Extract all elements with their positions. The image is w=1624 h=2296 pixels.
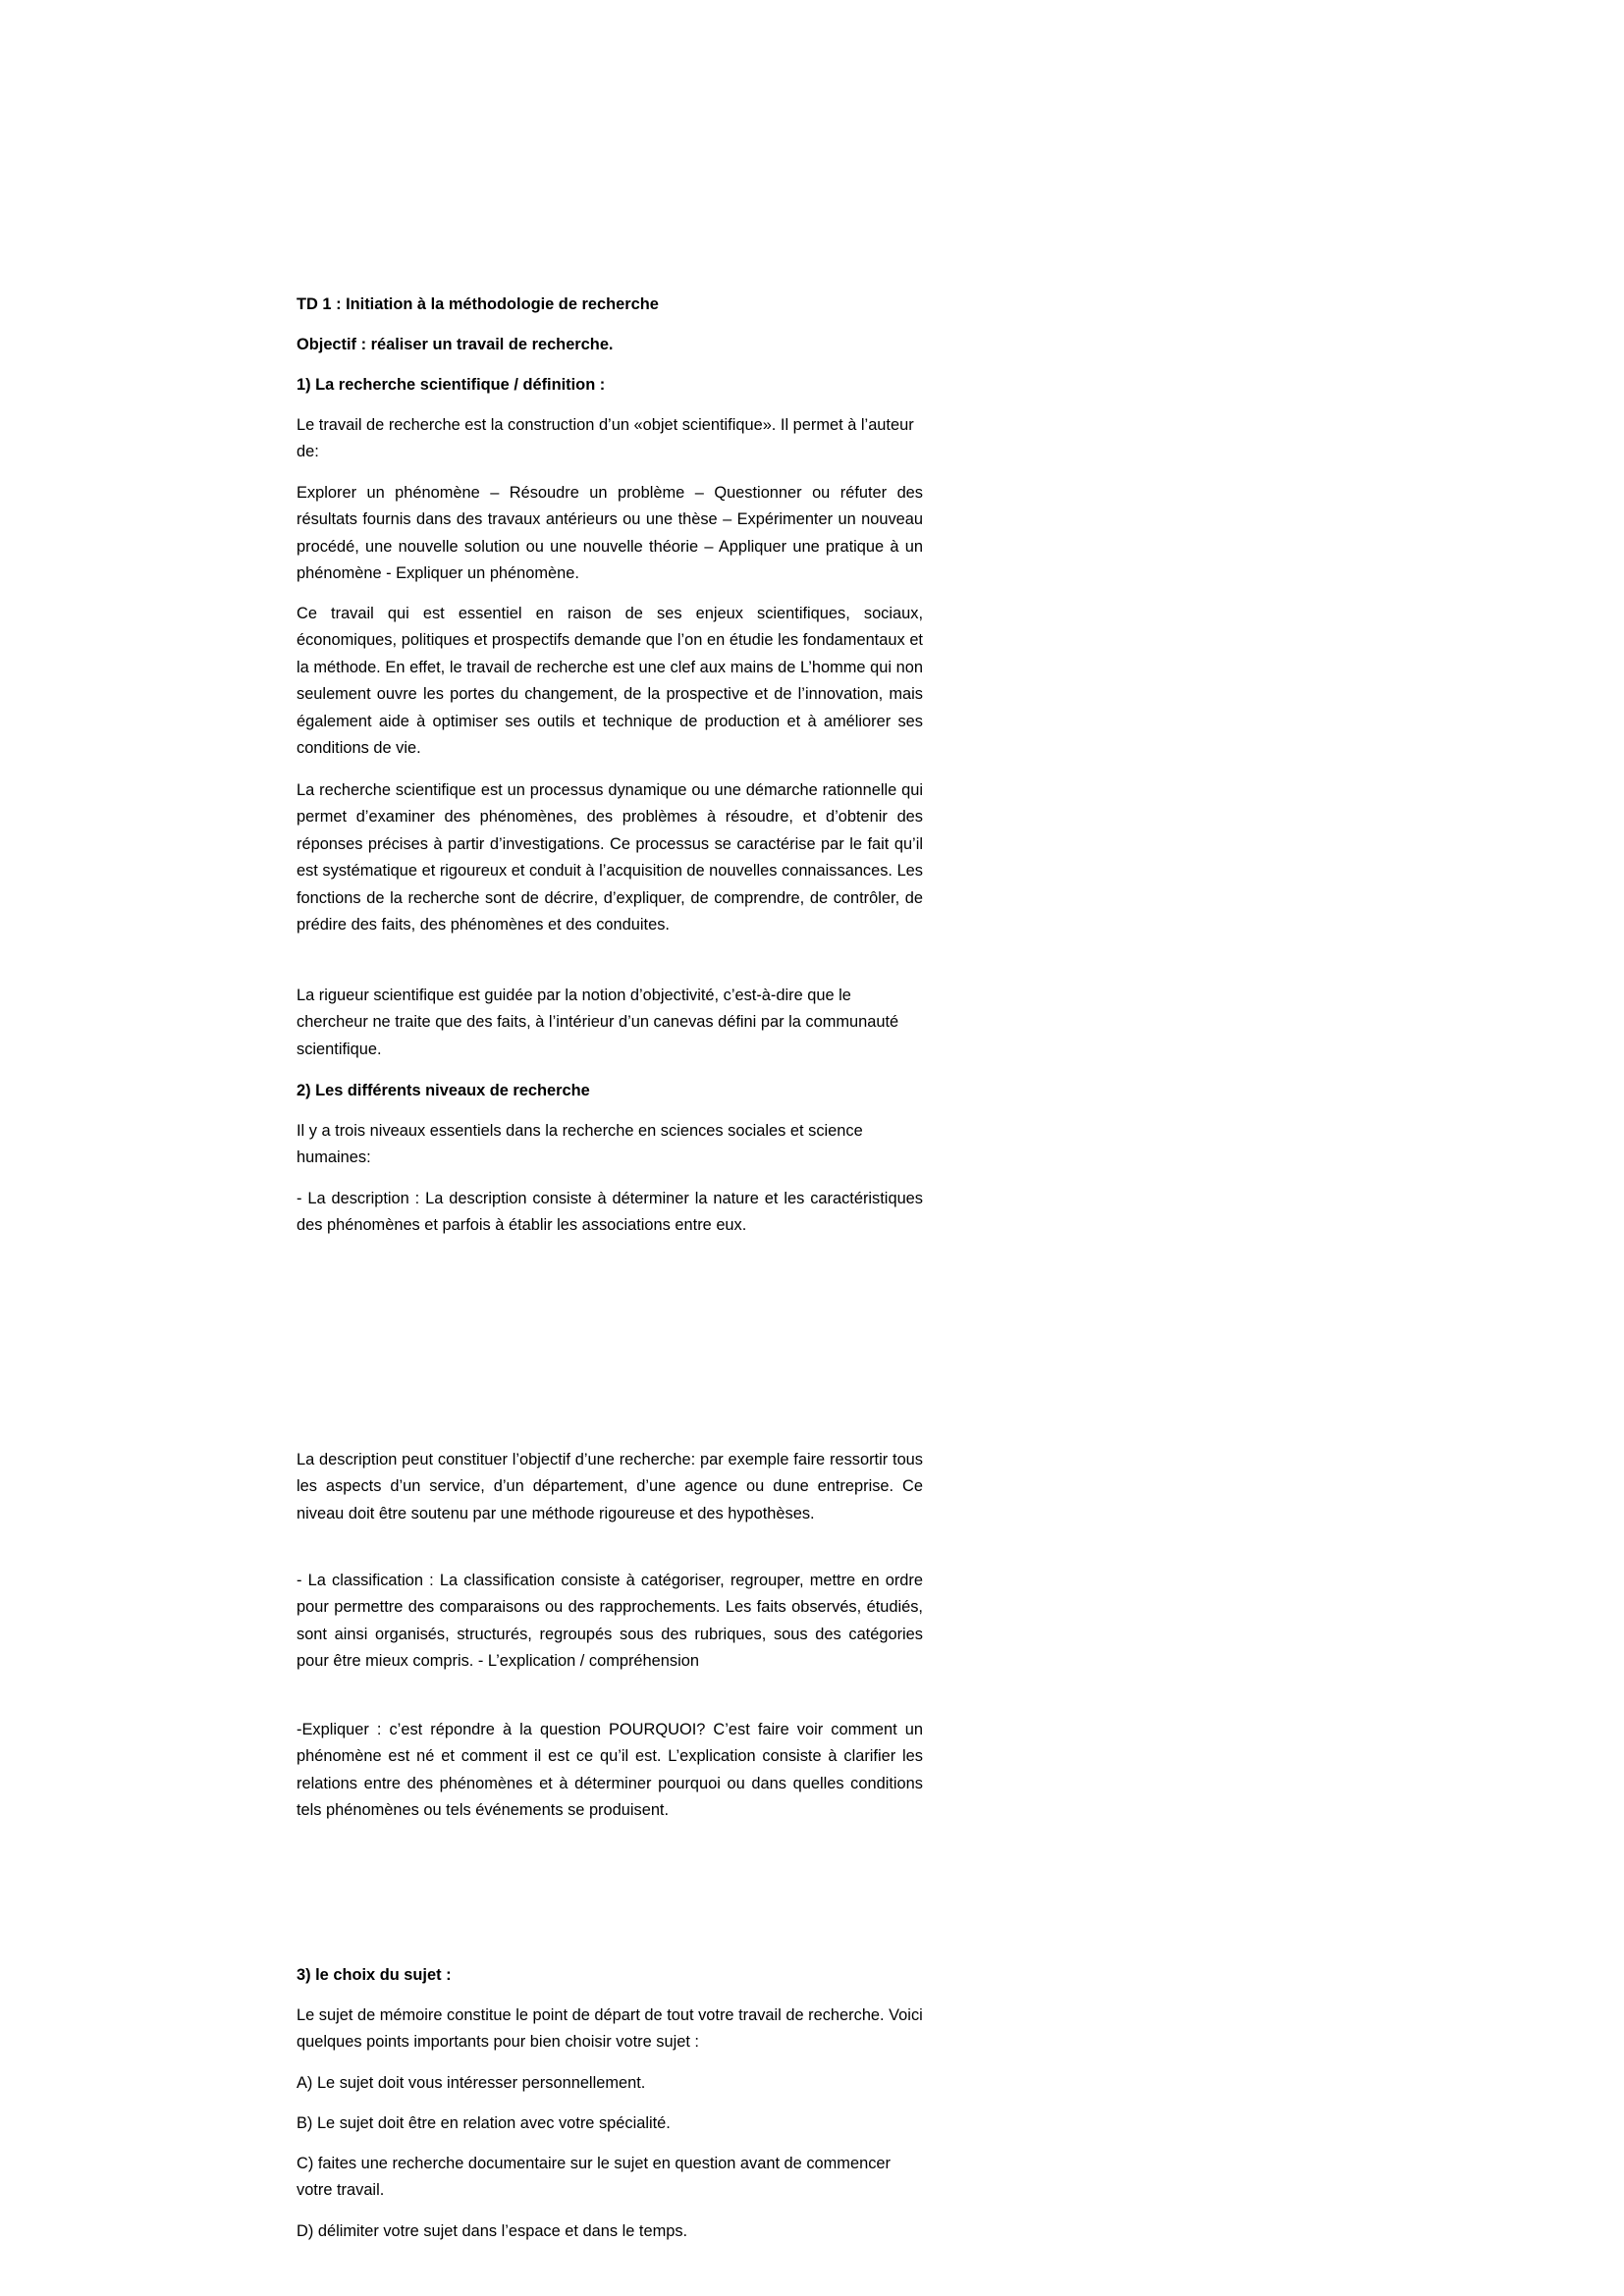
objective-line: Objectif : réaliser un travail de recherche. <box>297 336 614 353</box>
section-1-paragraph-1: Le travail de recherche est la construction d’un «objet scientifique». Il permet à l’auteur de: <box>297 416 914 461</box>
document-title: TD 1 : Initiation à la méthodologie de recherche <box>297 295 659 313</box>
section-2-paragraph-1: Il y a trois niveaux essentiels dans la recherche en sciences sociales et science humaines: <box>297 1122 863 1167</box>
section-2-paragraph-5: -Expliquer : c’est répondre à la question POURQUOI? C’est faire voir comment un phénomène est né et comment il est ce qu’il est. L’explication consiste à clarifier les relations entre des phénomènes et à déterminer pourquoi ou dans quelles conditions tels phénomènes ou tels événements se produisent. <box>297 1721 923 1820</box>
section-2-paragraph-4: - La classification : La classification consiste à catégoriser, regrouper, mettre en ordre pour permettre des comparaisons ou des rapprochements. Les faits observés, étudiés, sont ainsi organisés, structurés, regroupés sous des rubriques, sous des catégories pour être mieux compris. - L’explication / compréhension <box>297 1572 923 1671</box>
section-1-paragraph-4: La recherche scientifique est un processus dynamique ou une démarche rationnelle qui permet d’examiner des phénomènes, des problèmes à résoudre, et d’obtenir des réponses précises à partir d’investigations. Ce processus se caractérise par le fait qu’il est systématique et rigoureux et conduit à l’acquisition de nouvelles connaissances. Les fonctions de la recherche sont de décrire, d’expliquer, de comprendre, de contrôler, de prédire des faits, des phénomènes et des conduites. <box>297 781 923 934</box>
section-1-heading: 1) La recherche scientifique / définition : <box>297 376 606 394</box>
section-2-paragraph-2: - La description : La description consiste à déterminer la nature et les caractéristiques des phénomènes et parfois à établir les associations entre eux. <box>297 1190 923 1235</box>
list-item-d: D) délimiter votre sujet dans l’espace et dans le temps. <box>297 2222 688 2240</box>
section-1-paragraph-2: Explorer un phénomène – Résoudre un problème – Questionner ou réfuter des résultats fournis dans des travaux antérieurs ou une thèse – Expérimenter un nouveau procédé, une nouvelle solution ou une nouvelle théorie – Appliquer une pratique à un phénomène - Expliquer un phénomène. <box>297 484 923 583</box>
section-2-paragraph-3: La description peut constituer l’objectif d’une recherche: par exemple faire ressortir tous les aspects d’un service, d’un département, d’une agence ou dune entreprise. Ce niveau doit être soutenu par une méthode rigoureuse et des hypothèses. <box>297 1451 923 1522</box>
section-2-heading: 2) Les différents niveaux de recherche <box>297 1082 590 1099</box>
section-3-paragraph-1: Le sujet de mémoire constitue le point de départ de tout votre travail de recherche. Voici quelques points importants pour bien choisir votre sujet : <box>297 2006 923 2052</box>
section-1-paragraph-5: La rigueur scientifique est guidée par la notion d’objectivité, c’est-à-dire que le chercheur ne traite que des faits, à l’intérieur d’un canevas défini par la communauté scientifique. <box>297 987 899 1058</box>
list-item-a: A) Le sujet doit vous intéresser personnellement. <box>297 2074 646 2092</box>
section-3-heading: 3) le choix du sujet : <box>297 1966 452 1984</box>
list-item-b: B) Le sujet doit être en relation avec votre spécialité. <box>297 2114 671 2132</box>
section-1-paragraph-3: Ce travail qui est essentiel en raison de ses enjeux scientifiques, sociaux, économiques, politiques et prospectifs demande que l’on en étudie les fondamentaux et la méthode. En effet, le travail de recherche est une clef aux mains de L’homme qui non seulement ouvre les portes du changement, de la prospective et de l’innovation, mais également aide à optimiser ses outils et technique de production et à améliorer ses conditions de vie. <box>297 605 923 758</box>
list-item-c: C) faites une recherche documentaire sur le sujet en question avant de commencer votre travail. <box>297 2155 891 2200</box>
